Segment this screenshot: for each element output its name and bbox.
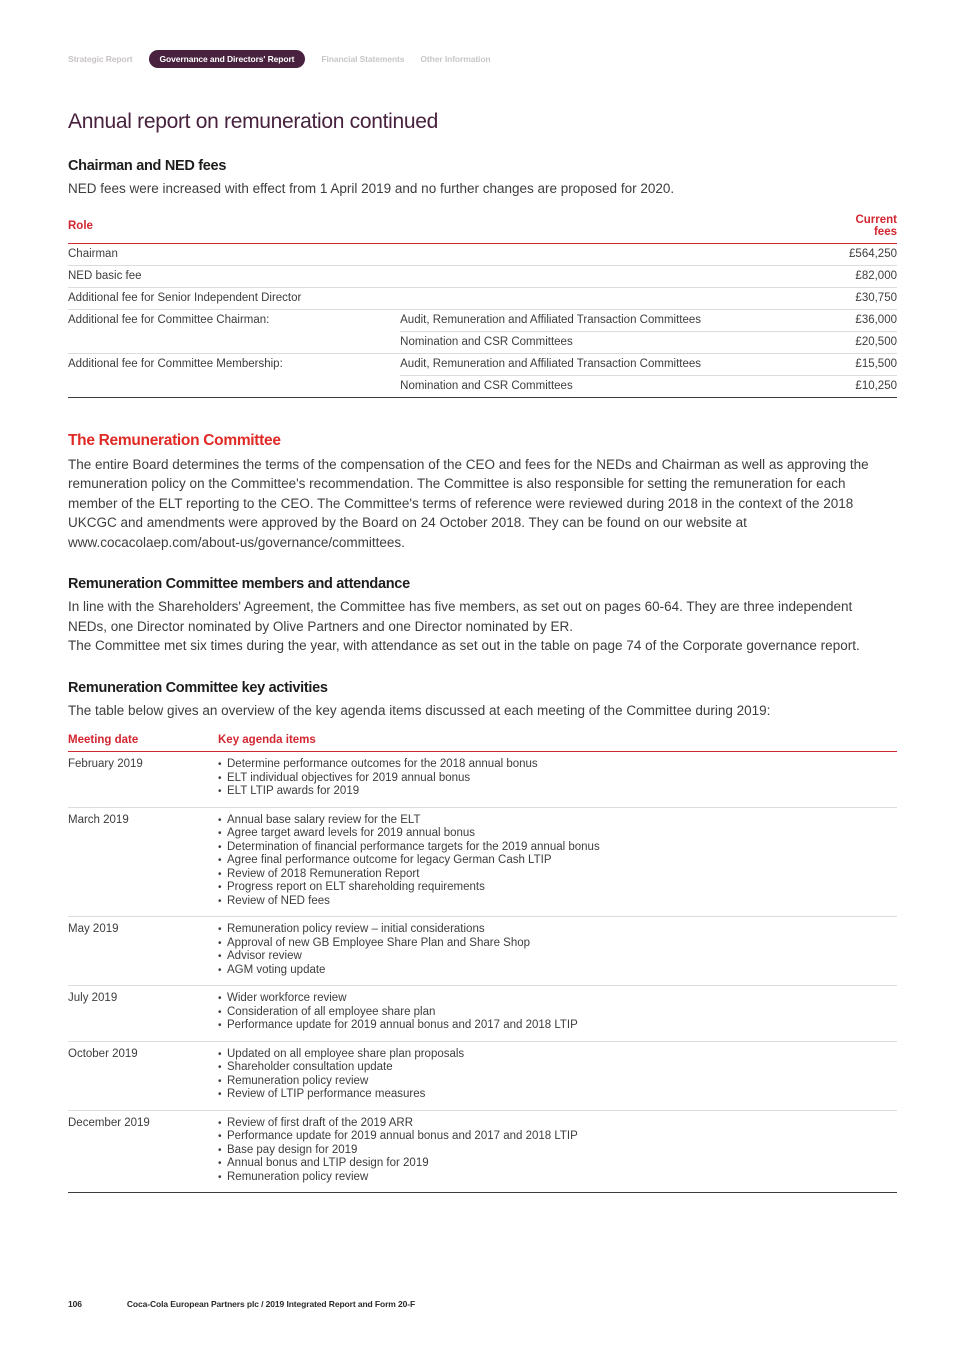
agenda-item: • Agree final performance outcome for legacy German Cash LTIP xyxy=(218,854,897,868)
page-number: 106 xyxy=(68,1299,82,1309)
agenda-item: • Determination of financial performance targets for the 2019 annual bonus xyxy=(218,841,897,855)
meeting-date-cell: February 2019 xyxy=(68,752,218,808)
fees-table-row xyxy=(68,353,897,375)
tab-financial-statements[interactable]: Financial Statements xyxy=(321,54,405,64)
ned-fees-heading: Chairman and NED fees xyxy=(68,158,227,174)
activities-col-key-agenda-items: Key agenda items xyxy=(218,731,897,752)
fee-amount-cell: £30,750 xyxy=(849,287,897,309)
fee-role-cell xyxy=(68,331,400,353)
fees-table-row xyxy=(68,375,897,397)
members-attendance-para1: In line with the Shareholders' Agreement, the Committee has five members, as set out on pages 60-64. They are three independent NEDs, one Director nominated by Olive Partners and one Director nominated by ER. xyxy=(68,599,853,634)
footer-text: Coca-Cola European Partners plc / 2019 Integrated Report and Form 20-F xyxy=(126,1299,416,1309)
fee-role-cell: Chairman xyxy=(68,243,400,265)
agenda-item: • Performance update for 2019 annual bonus and 2017 and 2018 LTIP xyxy=(218,1019,897,1033)
agenda-item: • Wider workforce review xyxy=(218,992,897,1006)
agenda-list xyxy=(218,923,897,977)
activities-table-row xyxy=(68,752,897,808)
agenda-item: • Review of LTIP performance measures xyxy=(218,1088,897,1102)
agenda-item: • Annual bonus and LTIP design for 2019 xyxy=(218,1157,897,1171)
agenda-item: • Performance update for 2019 annual bonus and 2017 and 2018 LTIP xyxy=(218,1130,897,1144)
activities-col-meeting-date: Meeting date xyxy=(68,731,218,752)
fees-col-current-fees: Current fees xyxy=(849,211,897,244)
agenda-list xyxy=(218,992,897,1033)
agenda-items-cell xyxy=(218,1110,897,1193)
agenda-item: • Remuneration policy review – initial considerations xyxy=(218,923,897,937)
fee-amount-cell: £20,500 xyxy=(849,331,897,353)
fee-role-cell: Additional fee for Committee Chairman: xyxy=(68,313,270,326)
page-title: Annual report on remuneration continued xyxy=(68,110,439,133)
agenda-item: • Review of first draft of the 2019 ARR xyxy=(218,1117,897,1131)
agenda-items-cell xyxy=(218,807,897,917)
meeting-date-cell: December 2019 xyxy=(68,1110,218,1193)
fees-table-row xyxy=(68,287,897,309)
activities-table-row xyxy=(68,986,897,1042)
fee-role-cell: Additional fee for Committee Membership: xyxy=(68,357,283,370)
agenda-item: • Approval of new GB Employee Share Plan and Share Shop xyxy=(218,937,897,951)
fee-role-cell: Additional fee for Senior Independent Director xyxy=(68,287,400,309)
tab-other-information[interactable]: Other Information xyxy=(420,54,491,64)
agenda-item: • Shareholder consultation update xyxy=(218,1061,897,1075)
fee-detail-cell: Audit, Remuneration and Affiliated Transaction Committees xyxy=(400,309,849,331)
members-attendance-body xyxy=(68,597,880,656)
fees-table-row xyxy=(68,331,897,353)
meeting-date-cell: October 2019 xyxy=(68,1041,218,1110)
agenda-item: • ELT LTIP awards for 2019 xyxy=(218,785,897,799)
key-activities-heading: Remuneration Committee key activities xyxy=(68,679,328,696)
fee-detail-cell: Nomination and CSR Committees xyxy=(400,375,849,397)
activities-table xyxy=(68,731,897,1193)
fees-table-header-row xyxy=(68,211,897,244)
agenda-list xyxy=(218,1048,897,1102)
fee-detail-cell xyxy=(400,287,849,309)
page-footer xyxy=(68,1299,415,1309)
activities-table-header-row xyxy=(68,731,897,752)
members-attendance-heading: Remuneration Committee members and attendance xyxy=(68,576,410,592)
fee-role-cell xyxy=(68,375,400,397)
fee-amount-cell: £36,000 xyxy=(849,309,897,331)
agenda-items-cell xyxy=(218,752,897,808)
meeting-date-cell: March 2019 xyxy=(68,807,218,917)
agenda-items-cell xyxy=(218,917,897,986)
section-tabs xyxy=(0,0,965,68)
agenda-item: • Remuneration policy review xyxy=(218,1171,897,1185)
fee-detail-cell xyxy=(400,243,849,265)
meeting-date-cell: July 2019 xyxy=(68,986,218,1042)
agenda-item: • Updated on all employee share plan proposals xyxy=(218,1048,897,1062)
key-activities-intro: The table below gives an overview of the key agenda items discussed at each meeting of the Committee during 2019: xyxy=(68,702,771,718)
fee-role-cell: NED basic fee xyxy=(68,265,400,287)
agenda-list xyxy=(218,758,897,799)
agenda-item: • ELT individual objectives for 2019 annual bonus xyxy=(218,772,897,786)
fees-col-role: Role xyxy=(68,211,849,244)
remuneration-committee-heading: The Remuneration Committee xyxy=(68,431,281,449)
agenda-item: • Annual base salary review for the ELT xyxy=(218,814,897,828)
agenda-item: • Remuneration policy review xyxy=(218,1075,897,1089)
fees-table-row xyxy=(68,265,897,287)
activities-table-row xyxy=(68,917,897,986)
activities-table-row xyxy=(68,1041,897,1110)
fees-table-row xyxy=(68,309,897,331)
fees-table-row xyxy=(68,243,897,265)
agenda-item: • Advisor review xyxy=(218,950,897,964)
fee-detail-cell: Audit, Remuneration and Affiliated Transaction Committees xyxy=(400,353,849,375)
agenda-item: • Consideration of all employee share plan xyxy=(218,1006,897,1020)
agenda-item: • Base pay design for 2019 xyxy=(218,1144,897,1158)
agenda-items-cell xyxy=(218,1041,897,1110)
remuneration-committee-body: The entire Board determines the terms of the compensation of the CEO and fees for the NEDs and Chairman as well as approving the remuneration policy on the Committee's recommendation. The Committee is also responsible for setting the remuneration for each member of the ELT reporting to the CEO. The Committee's terms of reference were reviewed during 2018 in the context of the 2018 UKCGC and amendments were approved by the Board on 24 October 2018. They can be found on our website at www.cocacolaep.com/about-us/governance/committees. xyxy=(68,456,869,550)
fee-detail-cell: Nomination and CSR Committees xyxy=(400,331,849,353)
agenda-item: • Review of 2018 Remuneration Report xyxy=(218,868,897,882)
members-attendance-para2: The Committee met six times during the year, with attendance as set out in the table on page 74 of the Corporate governance report. xyxy=(68,638,860,653)
agenda-item: • Determine performance outcomes for the 2018 annual bonus xyxy=(218,758,897,772)
agenda-list xyxy=(218,1117,897,1185)
fees-table xyxy=(68,211,897,398)
agenda-list xyxy=(218,814,897,909)
agenda-item: • Progress report on ELT shareholding requirements xyxy=(218,881,897,895)
fee-amount-cell: £564,250 xyxy=(849,243,897,265)
fee-amount-cell: £82,000 xyxy=(849,265,897,287)
activities-table-row xyxy=(68,1110,897,1193)
tab-governance-directors-report[interactable]: Governance and Directors' Report xyxy=(149,50,306,68)
agenda-item: • Review of NED fees xyxy=(218,895,897,909)
tab-strategic-report[interactable]: Strategic Report xyxy=(68,54,133,64)
fee-detail-cell xyxy=(400,265,849,287)
agenda-item: • Agree target award levels for 2019 annual bonus xyxy=(218,827,897,841)
fee-amount-cell: £15,500 xyxy=(849,353,897,375)
agenda-item: • AGM voting update xyxy=(218,964,897,978)
meeting-date-cell: May 2019 xyxy=(68,917,218,986)
fee-amount-cell: £10,250 xyxy=(849,375,897,397)
ned-fees-intro: NED fees were increased with effect from 1 April 2019 and no further changes are proposed for 2020. xyxy=(68,181,675,196)
agenda-items-cell xyxy=(218,986,897,1042)
activities-table-row xyxy=(68,807,897,917)
